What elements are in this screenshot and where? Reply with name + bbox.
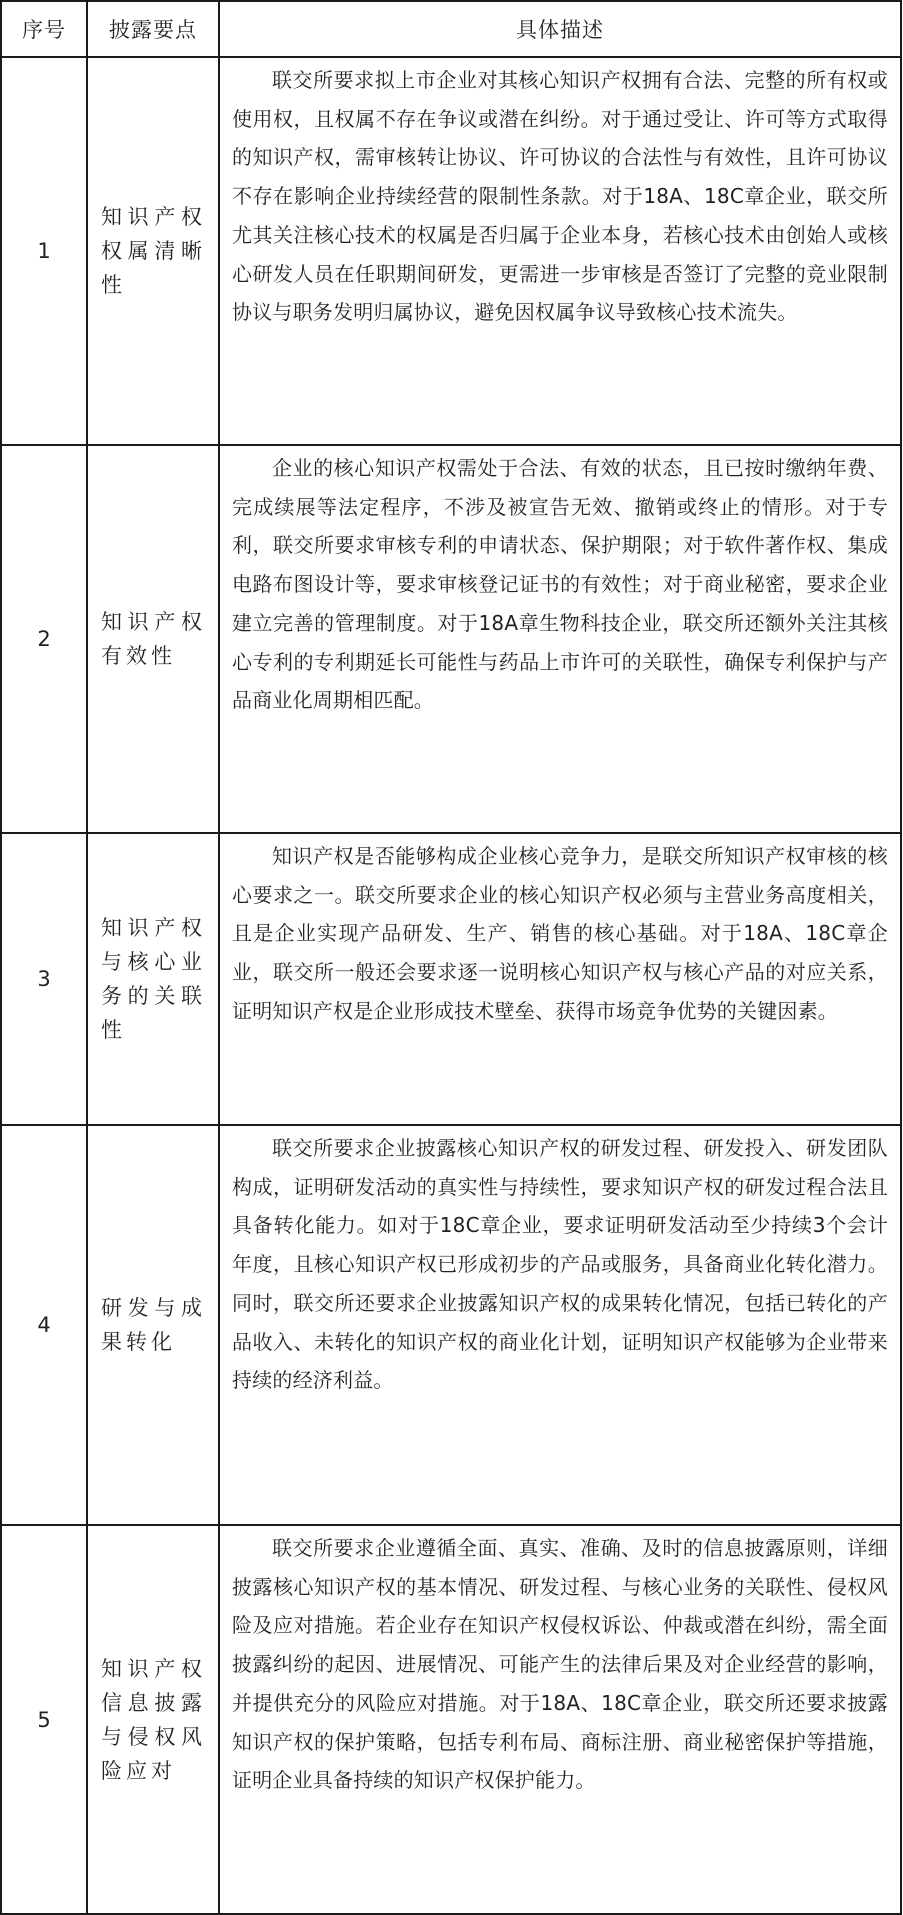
row-5-index: 5 [37, 1707, 51, 1732]
row-3-point-text: 知识产权与核心业务的关联性 [101, 916, 206, 1042]
row-1-index: 1 [37, 239, 51, 263]
row-3-description: 知识产权是否能够构成企业核心竞争力，是联交所知识产权审核的核心要求之一。联交所要求企业的核心知识产权必须与主营业务高度相关，且是企业实现产品研发、生产、销售的核心基础。对于18A、18C章企业，联交所一般还会要求逐一说明核心知识产权与核心产品的对应关系，证明知识产权是企业形成技术壁垒、获得市场竞争优势的关键因素。 [232, 844, 888, 1023]
row-3-index: 3 [37, 967, 51, 991]
row-1-point [88, 58, 218, 444]
row-2-point-text: 知识产权有效性 [101, 610, 206, 668]
row-2-index: 2 [37, 627, 51, 651]
row-2-description: 企业的核心知识产权需处于合法、有效的状态，且已按时缴纳年费、完成续展等法定程序，不涉及被宣告无效、撤销或终止的情形。对于专利，联交所要求审核专利的申请状态、保护期限；对于软件著作权、集成电路布图设计等，要求审核登记证书的有效性；对于商业秘密，要求企业建立完善的管理制度。对于18A章生物科技企业，联交所还额外关注其核心专利的专利期延长可能性与药品上市许可的关联性，确保专利保护与产品商业化周期相匹配。 [232, 456, 888, 713]
row-4-description: 联交所要求企业披露核心知识产权的研发过程、研发投入、研发团队构成，证明研发活动的真实性与持续性，要求知识产权的研发过程合法且具备转化能力。如对于18C章企业，要求证明研发活动至少持续3个会计年度，且核心知识产权已形成初步的产品或服务，具备商业化转化潜力。同时，联交所还要求企业披露知识产权的成果转化情况，包括已转化的产品收入、未转化的知识产权的商业化计划，证明知识产权能够为企业带来持续的经济利益。 [232, 1136, 888, 1393]
header-disclosure-point: 披露要点 [109, 18, 197, 42]
row-5-point-text: 知识产权信息披露与侵权风险应对 [101, 1656, 206, 1783]
row-4-point-text: 研发与成果转化 [101, 1296, 206, 1354]
table-border-right [900, 0, 902, 1915]
header-index: 序号 [22, 18, 66, 42]
row-2-point [88, 446, 218, 832]
row-3-point [88, 834, 218, 1124]
row-1-point-text: 知识产权权属清晰性 [101, 205, 206, 297]
header-description: 具体描述 [516, 18, 604, 42]
row-4-index: 4 [37, 1313, 51, 1337]
row-5-description: 联交所要求企业遵循全面、真实、准确、及时的信息披露原则，详细披露核心知识产权的基本情况、研发过程、与核心业务的关联性、侵权风险及应对措施。若企业存在知识产权侵权诉讼、仲裁或潜在纠纷，需全面披露纠纷的起因、进展情况、可能产生的法律后果及对企业经营的影响，并提供充分的风险应对措施。对于18A、18C章企业，联交所还要求披露知识产权的保护策略，包括专利布局、商标注册、商业秘密保护等措施，证明企业具备持续的知识产权保护能力。 [232, 1536, 888, 1793]
row-1-description: 联交所要求拟上市企业对其核心知识产权拥有合法、完整的所有权或使用权，且权属不存在争议或潜在纠纷。对于通过受让、许可等方式取得的知识产权，需审核转让协议、许可协议的合法性与有效性，且许可协议不存在影响企业持续经营的限制性条款。对于18A、18C章企业，联交所尤其关注核心技术的权属是否归属于企业本身，若核心技术由创始人或核心研发人员在任职期间研发，更需进一步审核是否签订了完整的竞业限制协议与职务发明归属协议，避免因权属争议导致核心技术流失。 [232, 68, 888, 325]
row-5-point [88, 1526, 218, 1913]
row-4-point [88, 1126, 218, 1524]
